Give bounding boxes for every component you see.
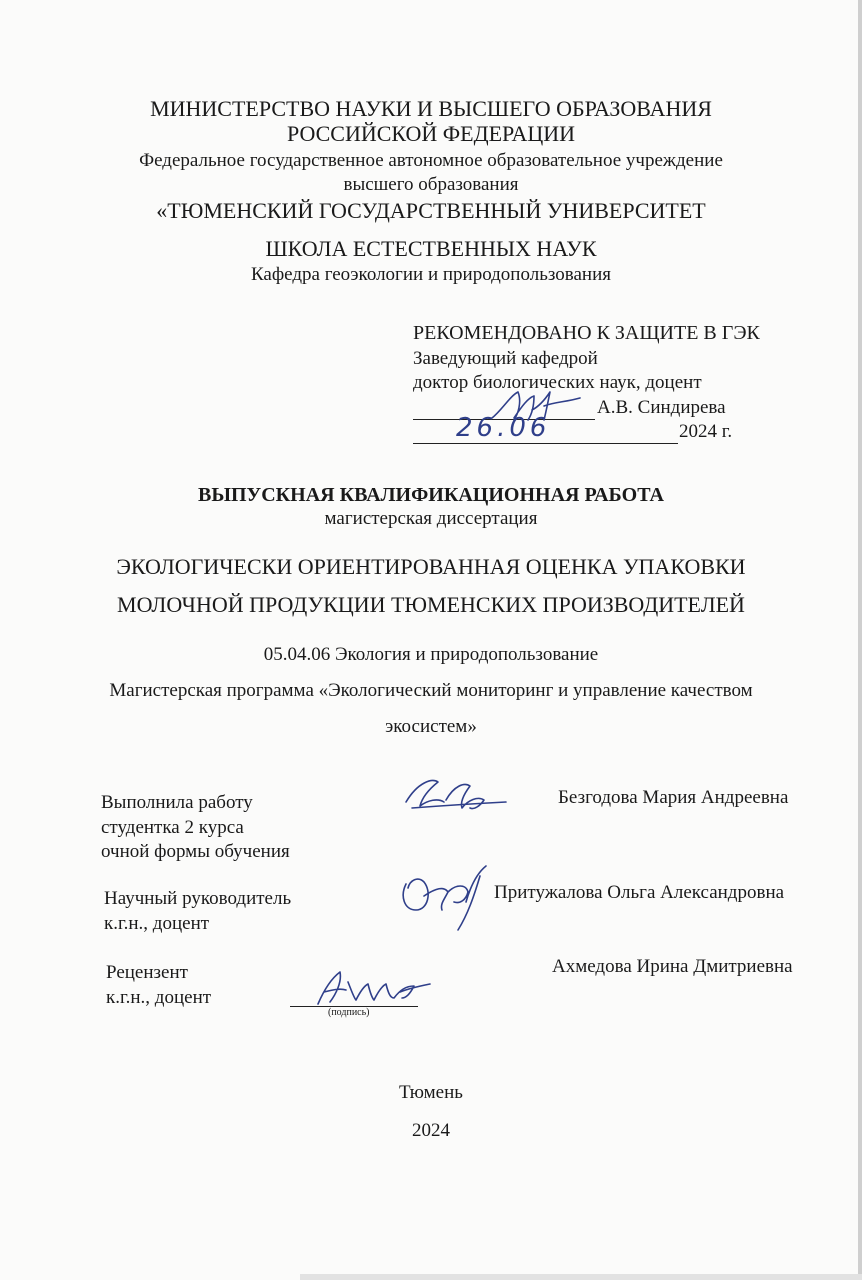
signature-caption: (подпись) [328, 1007, 370, 1018]
author-name: Безгодова Мария Андреевна [558, 787, 789, 808]
work-title-line-1: ЭКОЛОГИЧЕСКИ ОРИЕНТИРОВАННАЯ ОЦЕНКА УПАКОВКИ [116, 554, 746, 579]
city: Тюмень [399, 1082, 463, 1103]
reviewer-role-2: к.г.н., доцент [106, 987, 212, 1008]
year: 2024 [412, 1120, 450, 1141]
reviewer-signature [310, 964, 434, 1008]
work-type: ВЫПУСКНАЯ КВАЛИФИКАЦИОННАЯ РАБОТА [198, 484, 664, 506]
author-role-1: Выполнила работу [101, 792, 253, 813]
approval-position: Заведующий кафедрой [413, 348, 598, 369]
program-line-2: экосистем» [385, 716, 477, 737]
handwritten-date: 26.06 [456, 413, 551, 443]
institution-line-1: Федеральное государственное автономное образовательное учреждение [139, 150, 723, 171]
supervisor-role-1: Научный руководитель [104, 888, 292, 909]
program-line-1: Магистерская программа «Экологический мониторинг и управление качеством [109, 680, 753, 701]
school-name: ШКОЛА ЕСТЕСТВЕННЫХ НАУК [265, 236, 597, 261]
university-name: «ТЮМЕНСКИЙ ГОСУДАРСТВЕННЫЙ УНИВЕРСИТЕТ [156, 198, 706, 223]
page-bottom-shadow [300, 1274, 862, 1280]
supervisor-role-2: к.г.н., доцент [104, 913, 210, 934]
author-role-2: студентка 2 курса [101, 817, 244, 838]
author-signature [398, 772, 510, 818]
institution-line-2: высшего образования [343, 174, 519, 195]
approval-year: 2024 г. [679, 421, 733, 442]
work-title-line-2: МОЛОЧНОЙ ПРОДУКЦИИ ТЮМЕНСКИХ ПРОИЗВОДИТЕЛЕЙ [117, 592, 745, 617]
reviewer-role-1: Рецензент [106, 962, 188, 983]
specialty: 05.04.06 Экология и природопользование [263, 644, 599, 665]
approval-head-name: А.В. Синдирева [597, 397, 726, 418]
approval-date-line [413, 443, 678, 444]
work-subtype: магистерская диссертация [324, 508, 538, 529]
reviewer-name: Ахмедова Ирина Дмитриевна [552, 956, 793, 977]
department-name: Кафедра геоэкологии и природопользования [251, 264, 611, 285]
supervisor-name: Притужалова Ольга Александровна [494, 882, 785, 903]
ministry-line-2: РОССИЙСКОЙ ФЕДЕРАЦИИ [286, 121, 576, 146]
supervisor-signature [396, 862, 492, 934]
approval-title: РЕКОМЕНДОВАНО К ЗАЩИТЕ В ГЭК [413, 322, 760, 344]
approval-degree: доктор биологических наук, доцент [413, 372, 702, 393]
ministry-line-1: МИНИСТЕРСТВО НАУКИ И ВЫСШЕГО ОБРАЗОВАНИЯ [150, 96, 712, 121]
author-role-3: очной формы обучения [101, 841, 290, 862]
